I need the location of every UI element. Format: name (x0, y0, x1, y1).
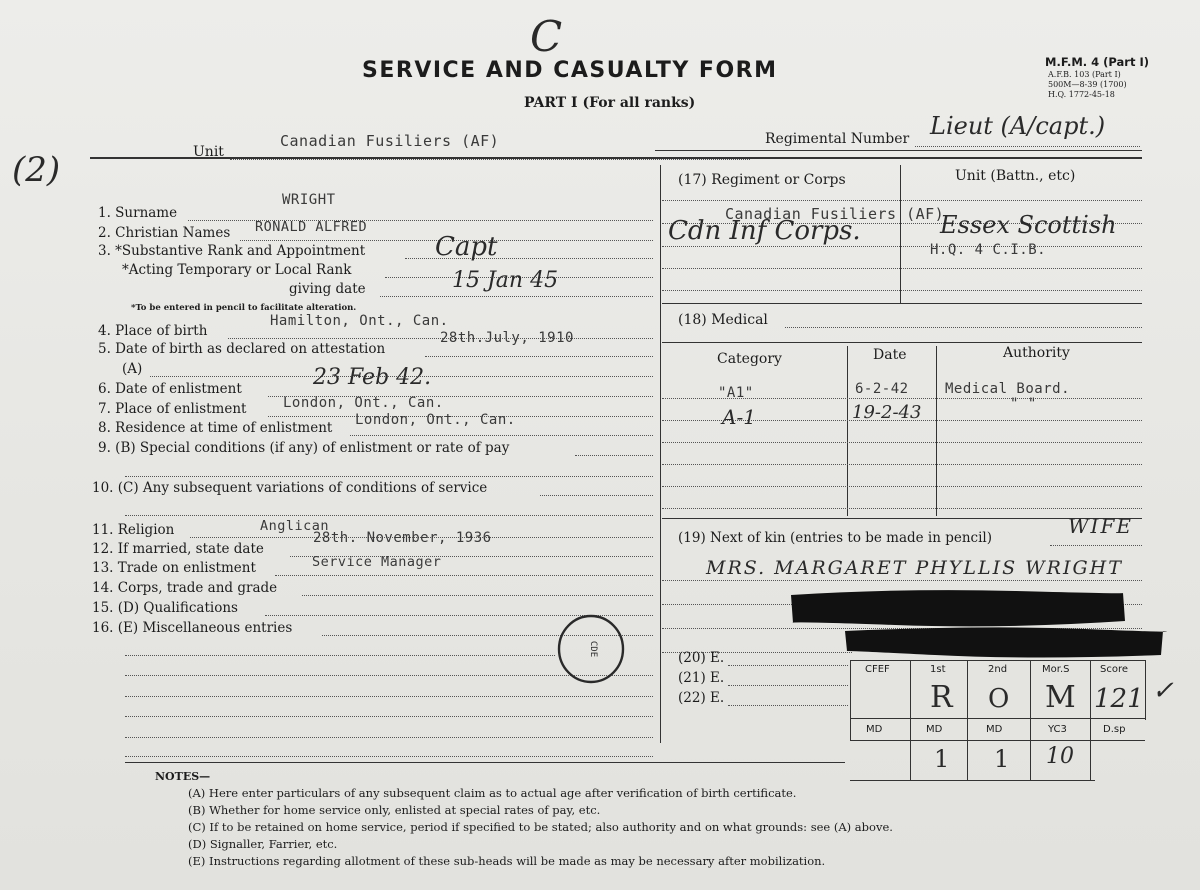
form-code-line-2: 500M—8-39 (1700) (1048, 80, 1127, 89)
christian-names-value: RONALD ALFRED (255, 219, 368, 235)
regiment-handwritten-value: Cdn Inf Corps. (668, 216, 861, 246)
qualifications-label: 15. (D) Qualifications (92, 600, 238, 616)
form-code: M.F.M. 4 (Part I) (1045, 55, 1150, 69)
score-header-mor: Mor.S (1042, 664, 1070, 675)
residence-value: London, Ont., Can. (355, 412, 516, 428)
married-date-label: 12. If married, state date (92, 541, 264, 557)
date-of-enlistment-value: 23 Feb 42. (313, 365, 432, 390)
giving-date-value: 15 Jan 45 (452, 268, 559, 293)
score-value-2nd: O (988, 684, 1010, 714)
redaction-bars (785, 585, 1170, 660)
medical-category-2: A-1 (722, 405, 756, 429)
medical-date-header: Date (873, 347, 907, 363)
score-value-score: 121 (1094, 684, 1144, 714)
medical-date-1: 6-2-42 (855, 381, 909, 397)
score-header-2nd: 2nd (988, 664, 1008, 675)
place-of-birth-value: Hamilton, Ont., Can. (270, 313, 449, 329)
form-subtitle: PART I (For all ranks) (524, 95, 696, 111)
substantive-rank-label: 3. *Substantive Rank and Appointment (98, 243, 366, 259)
next-of-kin-label: (19) Next of kin (entries to be made in pencil) (678, 530, 993, 546)
regiment-corps-header: (17) Regiment or Corps (678, 172, 846, 188)
note-b: (B) Whether for home service only, enlisted at special rates of pay, etc. (188, 803, 601, 817)
note-d: (D) Signaller, Farrier, etc. (188, 837, 338, 851)
field-20-label: (20) E. (678, 650, 725, 666)
unit-hq-value: H.Q. 4 C.I.B. (930, 242, 1047, 258)
residence-label: 8. Residence at time of enlistment (98, 420, 333, 436)
handwritten-mark-top: C (530, 12, 563, 61)
medical-date-2: 19-2-43 (852, 402, 922, 423)
score-header-md-3: MD (986, 724, 1003, 735)
medical-category-header: Category (717, 351, 782, 367)
religion-label: 11. Religion (92, 522, 175, 538)
subsequent-variations-label: 10. (C) Any subsequent variations of conditions of service (92, 480, 488, 496)
field-21-label: (21) E. (678, 670, 725, 686)
regimental-number-label: Regimental Number (765, 131, 910, 147)
margin-number: (2) (12, 150, 61, 190)
surname-label: 1. Surname (98, 205, 178, 221)
note-e: (E) Instructions regarding allotment of these sub-heads will be made as may be necessary after mobilization. (188, 854, 826, 868)
score-header-score: Score (1100, 664, 1129, 675)
trade-label: 13. Trade on enlistment (92, 560, 256, 576)
date-of-enlistment-label: 6. Date of enlistment (98, 381, 242, 397)
form-title: SERVICE AND CASUALTY FORM (362, 58, 778, 83)
unit-battn-header: Unit (Battn., etc) (955, 168, 1076, 184)
notes-heading: NOTES— (155, 770, 211, 783)
score-value-1st: R (930, 680, 953, 715)
score-lower-value-1: 1 (934, 745, 950, 773)
unit-value: Canadian Fusiliers (AF) (280, 132, 500, 150)
date-of-birth-label: 5. Date of birth as declared on attestation (98, 341, 386, 357)
medical-authority-header: Authority (1003, 345, 1070, 361)
regimental-number-value: Lieut (A/capt.) (930, 112, 1106, 140)
medical-authority-2: " " (1010, 396, 1037, 412)
pencil-note: *To be entered in pencil to facilitate alteration. (131, 303, 357, 313)
score-header-md-2: MD (926, 724, 943, 735)
place-of-enlistment-value: London, Ont., Can. (283, 395, 444, 411)
stamp-text: CDE (588, 640, 598, 658)
note-c: (C) If to be retained on home service, period if specified to be stated; also authority and on what grounds: see (A) above. (188, 820, 893, 834)
acting-rank-value: Capt (435, 232, 498, 262)
medical-authority-1: Medical Board. (945, 381, 1071, 397)
special-conditions-label: 9. (B) Special conditions (if any) of enlistment or rate of pay (98, 440, 510, 456)
married-date-value: 28th. November, 1936 (313, 530, 492, 546)
field-22-label: (22) E. (678, 690, 725, 706)
corps-trade-grade-label: 14. Corps, trade and grade (92, 580, 278, 596)
religion-value: Anglican (260, 518, 330, 534)
date-of-birth-value: 28th.July, 1910 (440, 330, 574, 346)
form-code-line-1: A.F.B. 103 (Part I) (1048, 70, 1121, 79)
place-of-birth-label: 4. Place of birth (98, 323, 208, 339)
form-code-line-3: H.Q. 1772-45-18 (1048, 90, 1115, 99)
unit-label: Unit (193, 144, 224, 160)
score-lower-value-3: 10 (1046, 744, 1074, 769)
note-a: (A) Here enter particulars of any subsequent claim as to actual age after verification of birth certificate. (188, 786, 797, 800)
unit-handwritten-value: Essex Scottish (940, 211, 1117, 239)
score-header-yc3: YC3 (1048, 724, 1067, 735)
medical-category-1: "A1" (718, 385, 754, 401)
surname-value: WRIGHT (282, 192, 336, 208)
medical-header: (18) Medical (678, 312, 768, 328)
regiment-typed-value: Canadian Fusiliers (AF) (725, 205, 945, 223)
score-header-cfef: CFEF (865, 664, 890, 675)
next-of-kin-relation: WIFE (1068, 514, 1133, 538)
cde-stamp (556, 612, 628, 686)
score-lower-value-2: 1 (994, 745, 1010, 773)
score-header-dsp: D.sp (1103, 724, 1126, 735)
giving-date-label: giving date (289, 281, 366, 297)
score-value-mor: M (1045, 680, 1076, 715)
trade-value: Service Manager (312, 554, 442, 570)
field-a-label: (A) (122, 361, 143, 377)
next-of-kin-name: MRS. MARGARET PHYLLIS WRIGHT (706, 557, 1123, 579)
score-header-1st: 1st (930, 664, 946, 675)
score-header-md-1: MD (866, 724, 883, 735)
christian-names-label: 2. Christian Names (98, 225, 231, 241)
place-of-enlistment-label: 7. Place of enlistment (98, 401, 247, 417)
score-check-mark: ✓ (1152, 676, 1174, 706)
acting-rank-label: *Acting Temporary or Local Rank (122, 262, 352, 278)
miscellaneous-label: 16. (E) Miscellaneous entries (92, 620, 293, 636)
